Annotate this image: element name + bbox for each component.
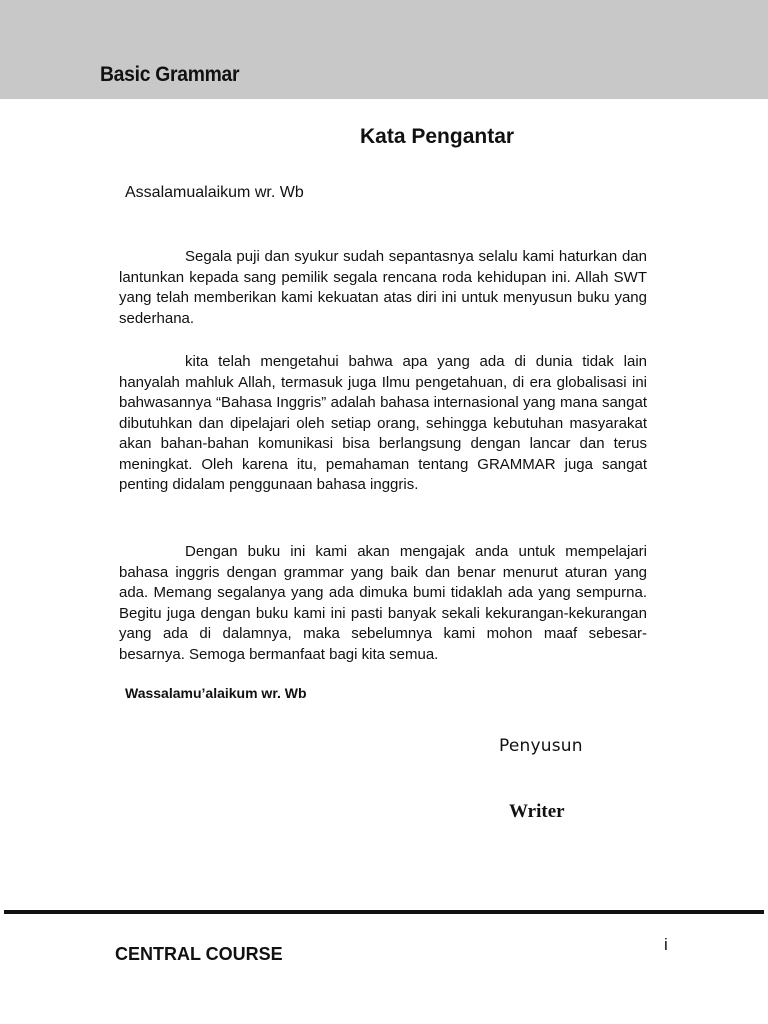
paragraph-2-text: kita telah mengetahui bahwa apa yang ada di dunia tidak lain hanyalah mahluk Allah, termasuk juga Ilmu pengetahuan, di era globalisasi ini bahwasannya “Bahasa Inggris” adalah bahasa internasional yang mana sangat dibutuhkan dan dipelajari oleh setiap orang, sehingga kebutuhan masyarakat akan bahan-bahan komunikasi bisa berlangsung dengan lancar dan terus meningkat. Oleh karena itu, pemahaman tentang GRAMMAR juga sangat penting didalam penggunaan bahasa inggris. <box>119 353 647 493</box>
signoff-text: Penyusun <box>499 736 583 756</box>
footer-divider <box>4 910 764 914</box>
page-number: i <box>664 935 668 954</box>
signature-text: Writer <box>509 801 565 822</box>
paragraph-3 <box>119 542 647 665</box>
greeting-text: Assalamualaikum wr. Wb <box>125 184 304 201</box>
paragraph-1-text: Segala puji dan syukur sudah sepantasnya selalu kami haturkan dan lantunkan kepada sang pemilik segala rencana roda kehidupan ini. Allah SWT yang telah memberikan kami kekuatan atas diri ini untuk menyusun buku yang sederhana. <box>119 248 647 327</box>
paragraph-1 <box>119 247 647 329</box>
paragraph-2 <box>119 352 647 496</box>
header-title: Basic Grammar <box>100 63 240 86</box>
page-title: Kata Pengantar <box>360 125 515 148</box>
closing-text: Wassalamu’alaikum wr. Wb <box>125 685 307 701</box>
paragraph-3-text: Dengan buku ini kami akan mengajak anda untuk mempelajari bahasa inggris dengan grammar yang baik dan benar menurut aturan yang ada. Memang segalanya yang ada dimuka bumi tidaklah ada yang sempurna. Begitu juga dengan buku kami ini pasti banyak sekali kekurangan-kekurangan yang ada di dalamnya, maka sebelumnya kami mohon maaf sebesar-besarnya. Semoga bermanfaat bagi kita semua. <box>119 543 647 663</box>
footer-label: CENTRAL COURSE <box>115 944 283 964</box>
